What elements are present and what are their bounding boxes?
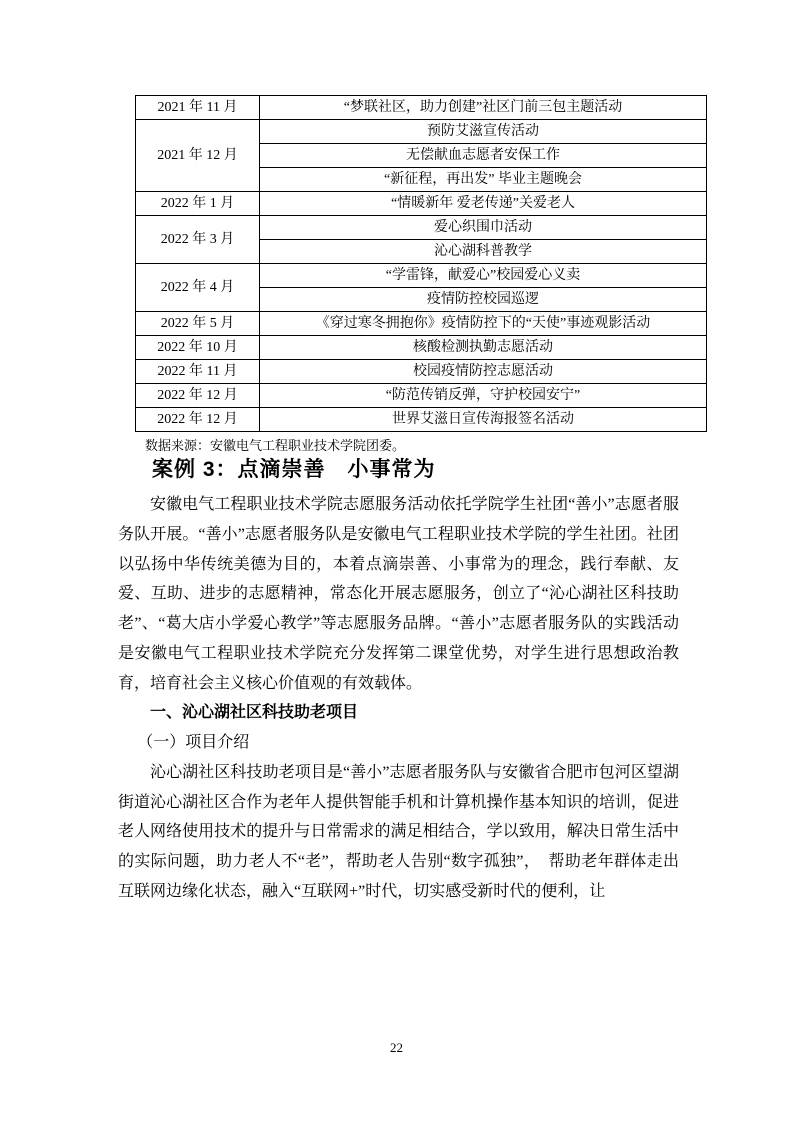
table-row: [136, 408, 707, 432]
date-cell: 2022 年 12 月: [136, 384, 260, 408]
activity-cell: 爱心织围巾活动: [260, 216, 707, 240]
activity-cell: 核酸检测执勤志愿活动: [260, 336, 707, 360]
section-heading-qinxinhu-project: 一、沁心湖社区科技助老项目: [150, 704, 359, 722]
activity-cell: 沁心湖科普教学: [260, 240, 707, 264]
table-row: [136, 384, 707, 408]
table-row: [136, 360, 707, 384]
case3-heading: 案例 3：点滴崇善 小事常为: [152, 458, 436, 481]
activity-cell: “防范传销反弹，守护校园安宁”: [260, 384, 707, 408]
project-intro-paragraph: 沁心湖社区科技助老项目是“善小”志愿者服务队与安徽省合肥市包河区望湖街道沁心湖社区合作为老年人提供智能手机和计算机操作基本知识的培训，促进老人网络使用技术的提升与日常需求的满足相结合，学以致用，解决日常生活中的实际问题，助力老人不“老”，帮助老人告别“数字孤独”， 帮助老年群体走出互联网边缘化状态，融入“互联网+”时代，切实感受新时代的便利，让: [118, 763, 679, 900]
date-cell: 2022 年 3 月: [136, 216, 260, 264]
case3-body: [118, 490, 679, 907]
date-cell: 2022 年 5 月: [136, 312, 260, 336]
case3-intro-paragraph: 安徽电气工程职业技术学院志愿服务活动依托学院学生社团“善小”志愿者服务队开展。“善小”志愿者服务队是安徽电气工程职业技术学院的学生社团。社团以弘扬中华传统美德为目的，本着点滴崇善、小事常为的理念，践行奉献、友爱、互助、进步的志愿精神，常态化开展志愿服务，创立了“沁心湖社区科技助老”、“葛大店小学爱心教学”等志愿服务品牌。“善小”志愿者服务队的实践活动是安徽电气工程职业技术学院充分发挥第二课堂优势，对学生进行思想政治教育，培育社会主义核心价值观的有效载体。: [118, 496, 679, 692]
activity-cell: 疫情防控校园巡逻: [260, 288, 707, 312]
date-cell: 2022 年 10 月: [136, 336, 260, 360]
table-row: [136, 216, 707, 240]
date-cell: 2021 年 12 月: [136, 120, 260, 192]
table-row: [136, 192, 707, 216]
activity-cell: 世界艾滋日宣传海报签名活动: [260, 408, 707, 432]
monthly-activity-table: [135, 95, 707, 432]
table-row: [136, 336, 707, 360]
table-row: [136, 264, 707, 288]
date-cell: 2022 年 1 月: [136, 192, 260, 216]
table-row: [136, 312, 707, 336]
activity-cell: 校园疫情防控志愿活动: [260, 360, 707, 384]
table-source-note: 数据来源：安徽电气工程职业技术学院团委。: [145, 438, 406, 453]
date-cell: 2022 年 12 月: [136, 408, 260, 432]
date-cell: 2022 年 11 月: [136, 360, 260, 384]
activity-cell: “学雷锋，献爱心”校园爱心义卖: [260, 264, 707, 288]
activity-cell: 无偿献血志愿者安保工作: [260, 144, 707, 168]
subsection-heading-project-intro: （一）项目介绍: [137, 734, 250, 751]
activity-cell: 《穿过寒冬拥抱你》疫情防控下的“天使”事迹观影活动: [260, 312, 707, 336]
date-cell: 2022 年 4 月: [136, 264, 260, 312]
table-row: [136, 96, 707, 120]
activity-cell: “新征程，再出发” 毕业主题晚会: [260, 168, 707, 192]
date-cell: 2021 年 11 月: [136, 96, 260, 120]
activity-cell: “梦联社区，助力创建”社区门前三包主题活动: [260, 96, 707, 120]
activity-cell: “情暖新年 爱老传递”关爱老人: [260, 192, 707, 216]
page-number: 22: [390, 1040, 403, 1055]
table-row: [136, 120, 707, 144]
activity-cell: 预防艾滋宣传活动: [260, 120, 707, 144]
